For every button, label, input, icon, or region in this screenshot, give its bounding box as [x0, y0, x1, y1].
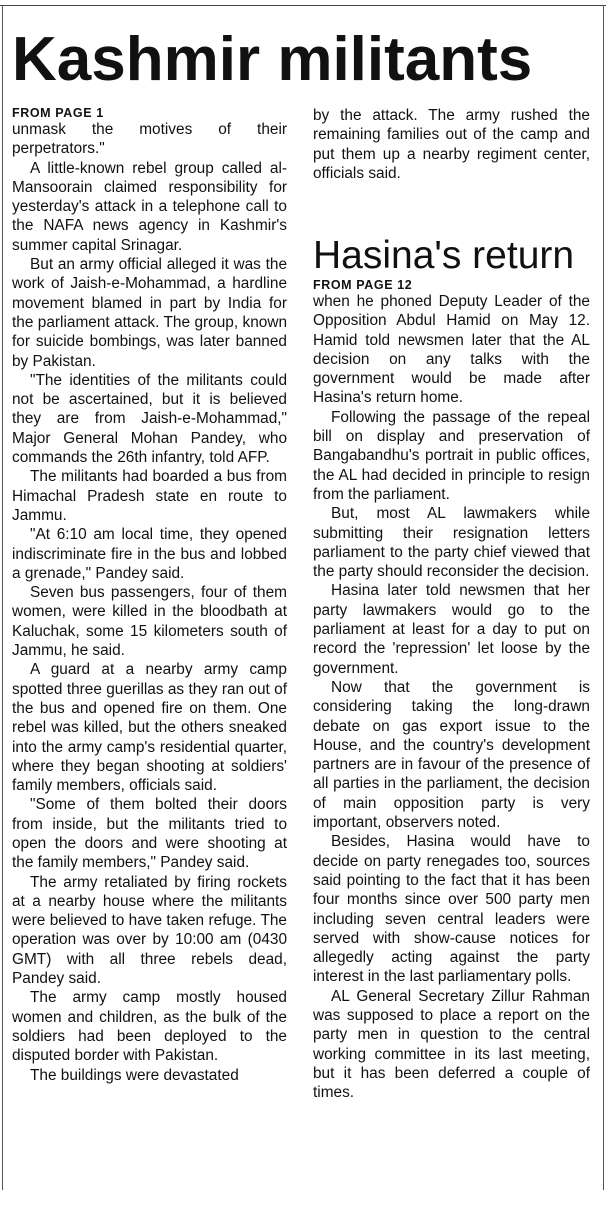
right-rule [603, 5, 604, 1190]
headline-hasina: Hasina's return [313, 234, 575, 277]
story1-byline: FROM PAGE 1 [12, 106, 104, 120]
story1-paragraph: The army retaliated by firing rockets at a nearby house where the militants were believed to have taken refuge. The operation was over by 10:00 am (0430 GMT) with all three rebels dead, Pandey said. [12, 873, 287, 988]
story1-paragraph: unmask the motives of their perpetrators." [12, 121, 287, 158]
top-rule [0, 5, 606, 6]
story2-column [313, 278, 590, 1102]
story2-paragraph: Following the passage of the repeal bill on display and preservation of Bangabandhu's portrait in public offices, the AL had decided in principle to resign from the parliament. [313, 408, 590, 503]
story1-paragraph: "At 6:10 am local time, they opened indiscriminate fire in the bus and lobbed a grenade," Pandey said. [12, 526, 287, 582]
story2-paragraph: But, most AL lawmakers while submitting their resignation letters parliament to the party chief viewed that the party should reconsider the decision. [313, 505, 590, 581]
story1-paragraph: The buildings were devastated [30, 1066, 239, 1084]
story1-paragraph: A little-known rebel group called al-Mansoorain claimed responsibility for yesterday's attack in a telephone call to the NAFA news agency in Kashmir's summer capital Srinagar. [12, 159, 287, 254]
story1-paragraph: "Some of them bolted their doors from inside, but the militants tried to open the doors and were shooting at the family members," Pandey said. [12, 796, 287, 872]
story1-paragraph: But an army official alleged it was the work of Jaish-e-Mohammad, a hardline movement blamed in part by India for the parliament attack. The group, known for suicide bombings, was later banned by Pakistan. [12, 256, 287, 370]
story1-paragraph: Seven bus passengers, four of them women, were killed in the bloodbath at Kaluchak, some 15 kilometers south of Jammu, he said. [12, 584, 287, 660]
left-rule [2, 5, 3, 1190]
story1-paragraph: A guard at a nearby army camp spotted three guerillas as they ran out of the bus and opened fire on them. One rebel was killed, but the others sneaked into the army camp's residential quarter, where they began shooting at soldiers' family members, officials said. [12, 661, 287, 795]
story1-column-1 [12, 106, 287, 1085]
story1-paragraph: "The identities of the militants could not be ascertained, but it is believed they are from Jaish-e-Mohammad," Major General Mohan Pandey, who commands the 26th infantry, told AFP. [12, 371, 287, 467]
story1-paragraph: The army camp mostly housed women and children, as the bulk of the soldiers had been deployed to the disputed border with Pakistan. [12, 989, 287, 1065]
story1-paragraph: The militants had boarded a bus from Himachal Pradesh state en route to Jammu. [12, 468, 287, 524]
story2-paragraph: Now that the government is considering taking the long-drawn debate on gas export issue to the House, and the country's development partners are in favour of the presence of all parties in the parliament, the decision of main opposition party is very important, observers noted. [313, 678, 590, 832]
story2-paragraph: Hasina later told newsmen that her party lawmakers would go to the parliament at least for a day to put on record the 'repression' let loose by the government. [313, 582, 590, 677]
story1-column-2 [313, 106, 590, 183]
story2-paragraph: AL General Secretary Zillur Rahman was supposed to place a report on the party men in question to the central working committee in its last meeting, but it has been deferred a couple of times. [313, 987, 590, 1102]
story2-byline: FROM PAGE 12 [313, 278, 413, 292]
story2-paragraph: Besides, Hasina would have to decide on party renegades too, sources said pointing to the fact that it has been four months since over 500 party men including seven central leaders were served with show-cause notices for allegedly acting against the party interest in the last parliamentary polls. [313, 833, 590, 986]
story1-paragraph: by the attack. The army rushed the remaining families out of the camp and put them up a nearby regiment center, officials said. [313, 107, 590, 182]
headline-kashmir: Kashmir militants [12, 25, 533, 94]
story2-paragraph: when he phoned Deputy Leader of the Opposition Abdul Hamid on May 12. Hamid told newsmen later that the AL decision on any talks with the government would be made after Hasina's return home. [313, 293, 590, 407]
